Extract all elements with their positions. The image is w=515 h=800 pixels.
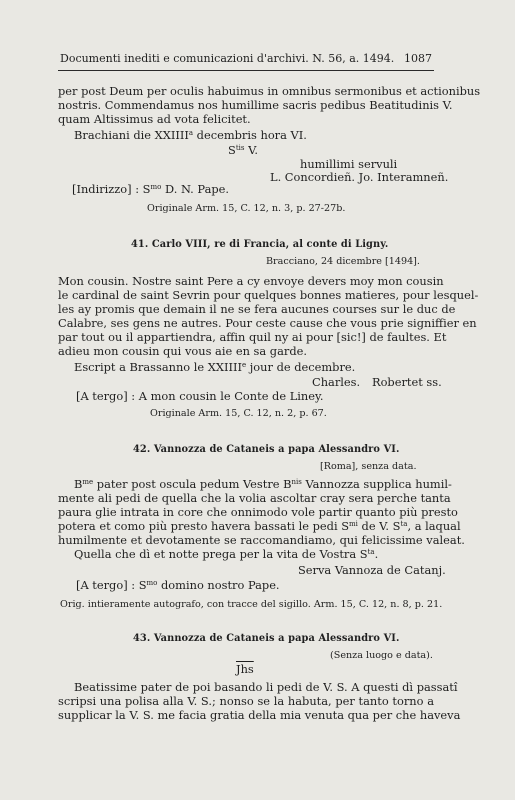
superscript: mo <box>146 579 158 587</box>
salutation <box>228 143 258 157</box>
place-date: (Senza luogo e data). <box>330 650 433 661</box>
datum-text: decembris hora VI. <box>193 128 307 142</box>
text-part: potera et como più presto havera bassati le pedi S <box>58 519 350 533</box>
text-line: supplicar la V. S. me facia gratia della mia venuta qua per che haveva <box>58 708 461 722</box>
salutation-text: V. <box>244 143 258 157</box>
datum-text: Brachiani die XXIIII <box>74 128 189 142</box>
signer: Robertet ss. <box>372 375 442 389</box>
signer: Serva Vannoza de Catanj. <box>298 563 446 577</box>
text-line <box>74 547 378 561</box>
text-part: de V. S <box>357 519 401 533</box>
place-date: [Roma], senza data. <box>320 461 417 472</box>
text-line: adieu mon cousin qui vous aie en sa garde. <box>58 344 307 358</box>
text-line: humilmente et devotamente se raccomandiamo, qui felicissime valeat. <box>58 533 465 547</box>
text-line: quam Altissimus ad vota felicitet. <box>58 112 251 126</box>
running-header <box>60 52 432 65</box>
text-line <box>58 519 461 533</box>
closing-line: humillimi servuli <box>300 157 398 171</box>
text-part: Vannozza supplica humil- <box>301 477 452 491</box>
superscript: mo <box>150 183 162 191</box>
text-part: pater post oscula pedum Vestre B <box>93 477 292 491</box>
address-text: domino nostro Pape. <box>157 578 280 592</box>
text-line: Mon cousin. Nostre saint Pere a cy envoye devers moy mon cousin <box>58 274 444 288</box>
header-rule <box>58 70 434 71</box>
text-line: scripsi una polisa alla V. S.; nonso se la habuta, per tanto torno a <box>58 694 434 708</box>
address-text: [A tergo] : S <box>76 578 147 592</box>
escript-text: jour de decembre. <box>246 360 356 374</box>
signers-line: L. Concordieñ. Jo. Interamneñ. <box>270 170 449 184</box>
text-line: paura glie intrata in core che onnimodo vole partir quanto più presto <box>58 505 458 519</box>
text-line: le cardinal de saint Sevrin pour quelques bonnes matieres, pour lesquel- <box>58 288 479 302</box>
document-heading: 41. Carlo VIII, re di Francia, al conte di Ligny. <box>131 239 389 250</box>
monogram: $\overline{Jhs}$ <box>236 662 254 676</box>
place-date: Bracciano, 24 dicembre [1494]. <box>266 256 420 267</box>
text-part: . <box>374 547 379 561</box>
superscript: e <box>242 361 247 369</box>
superscript: mi <box>349 520 358 528</box>
source-note: Originale Arm. 15, C. 12, n. 2, p. 67. <box>150 408 327 419</box>
datum-line <box>74 128 307 142</box>
text-line: per post Deum per oculis habuimus in omnibus sermonibus et actionibus <box>58 84 481 98</box>
text-line: Calabre, ses gens ne autres. Pour ceste cause che vous prie signiffier en <box>58 316 477 330</box>
text-part: , a laqual <box>407 519 461 533</box>
text-line: les ay promis que demain il ne se fera aucunes courses sur le duc de <box>58 302 456 316</box>
source-note: Orig. intieramente autografo, con tracce del sigillo. Arm. 15, C. 12, n. 8, p. 21. <box>60 599 443 610</box>
superscript: tis <box>235 144 245 152</box>
address-text: D. N. Pape. <box>161 182 230 196</box>
text-part: Beatissime pater de poi basando li pedi de V. S. A questi dì passatî <box>74 680 458 694</box>
superscript: nis <box>291 478 302 486</box>
superscript: ta <box>400 520 408 528</box>
address-line <box>72 182 229 196</box>
document-heading: 42. Vannozza de Cataneis a papa Alessandro VI. <box>133 444 400 455</box>
text-line: mente ali pedi de quella che la volia ascoltar cray sera perche tanta <box>58 491 451 505</box>
address-text: [Indirizzo] : S <box>72 182 151 196</box>
text-line <box>58 477 452 491</box>
address-line <box>76 578 280 592</box>
text-line: par tout ou il appartiendra, affin quil ny ai pour [sic!] de faultes. Et <box>58 330 447 344</box>
superscript: a <box>188 129 194 137</box>
text-line: nostris. Commendamus nos humillime sacris pedibus Beatitudinis V. <box>58 98 453 112</box>
running-title: Documenti inediti e comunicazioni d'archivi. N. 56, a. 1494. <box>60 52 395 65</box>
escript-text: Escript a Brassanno le XXIIII <box>74 360 242 374</box>
text-part: B <box>74 477 83 491</box>
source-note: Originale Arm. 15, C. 12, n. 3, p. 27-27b. <box>147 203 346 214</box>
superscript: ta <box>367 548 375 556</box>
page-number: 1087 <box>404 52 432 65</box>
superscript: me <box>82 478 94 486</box>
signer: Charles. <box>312 375 361 389</box>
text-part: Quella che dì et notte prega per la vita de Vostra S <box>74 547 368 561</box>
address-line: [A tergo] : A mon cousin le Conte de Liney. <box>76 389 324 403</box>
text-line <box>58 680 458 694</box>
document-heading: 43. Vannozza de Cataneis a papa Alessandro VI. <box>133 633 400 644</box>
escript-line <box>74 360 355 374</box>
salutation-text: S <box>228 143 236 157</box>
